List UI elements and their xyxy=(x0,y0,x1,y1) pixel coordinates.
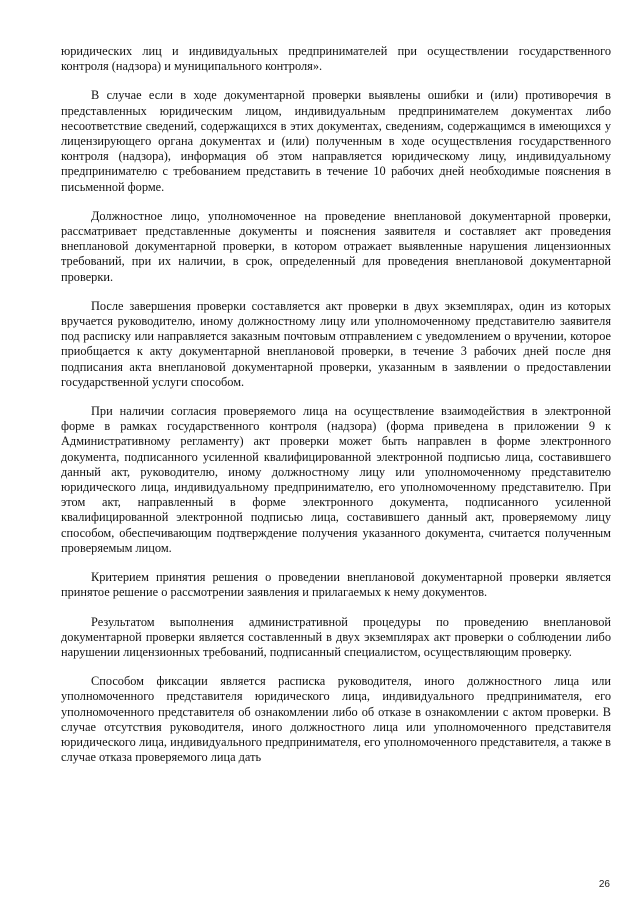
paragraph-errors-discovered: В случае если в ходе документарной проверки выявлены ошибки и (или) противоречия в представленных юридическим лицом, индивидуальным предпринимателем документах либо несоответствие сведений, содержащихся в этих документах, сведениям, содержащимся в имеющихся у лицензирующего органа документах и (или) полученным в ходе осуществления государственного контроля (надзора), информация об этом направляется юридическому лицу, индивидуальному предпринимателю с требованием представить в течение 10 рабочих дней необходимые пояснения в письменной форме. xyxy=(61,88,611,194)
page-number: 26 xyxy=(598,879,610,890)
paragraph-electronic-form: При наличии согласия проверяемого лица на осуществление взаимодействия в электронной форме в рамках государственного контроля (надзора) (форма приведена в приложении 9 к Административному регламенту) акт проверки может быть направлен в форме электронного документа, подписанного усиленной квалифицированной электронной подписью лица, составившего данный акт, руководителю, иному должностному лицу или уполномоченному представителю юридического лица, индивидуальному предпринимателю, его уполномоченному представителю. При этом акт, направленный в форме электронного документа, подписанного усиленной квалифицированной электронной подписью лица, составившего данный акт, проверяемому лицу способом, обеспечивающим подтверждение получения указанного документа, считается полученным проверяемым лицом. xyxy=(61,404,611,555)
paragraph-continuation: юридических лиц и индивидуальных предпринимателей при осуществлении государственного контроля (надзора) и муниципального контроля». xyxy=(61,44,611,74)
paragraph-decision-criterion: Критерием принятия решения о проведении внеплановой документарной проверки является принятое решение о рассмотрении заявления и прилагаемых к нему документов. xyxy=(61,570,611,600)
paragraph-procedure-result: Результатом выполнения административной процедуры по проведению внеплановой документарной проверки является составленный в двух экземплярах акт проверки о соблюдении либо нарушении лицензионных требований, подписанный специалистом, осуществляющим проверку. xyxy=(61,614,611,659)
paragraph-official-review: Должностное лицо, уполномоченное на проведение внеплановой документарной проверки, рассматривает представленные документы и пояснения заявителя и составляет акт проведения внеплановой документарной проверки, в котором отражает выявленные нарушения лицензионных требований, при их наличии, в срок, определенный для проведения внеплановой документарной проверки. xyxy=(61,208,611,284)
paragraph-fixation-method: Способом фиксации является расписка руководителя, иного должностного лица или уполномоченного представителя юридического лица, индивидуального предпринимателя, его уполномоченного представителя об ознакомлении либо об отказе в ознакомлении с актом проверки. В случае отсутствия руководителя, иного должностного лица или уполномоченного представителя юридического лица, индивидуального предпринимателя, его уполномоченного представителя, а также в случае отказа проверяемого лица дать xyxy=(61,674,611,765)
document-page xyxy=(61,44,611,765)
paragraph-inspection-act: После завершения проверки составляется акт проверки в двух экземплярах, один из которых вручается руководителю, иному должностному лицу или уполномоченному представителю заявителя под расписку или направляется заказным почтовым отправлением с уведомлением о вручении, которое приобщается к акту документарной внеплановой проверки, в течение 3 рабочих дней после дня подписания акта внеплановой документарной проверки, указанным в заявлении о предоставлении государственной услуги способом. xyxy=(61,298,611,389)
